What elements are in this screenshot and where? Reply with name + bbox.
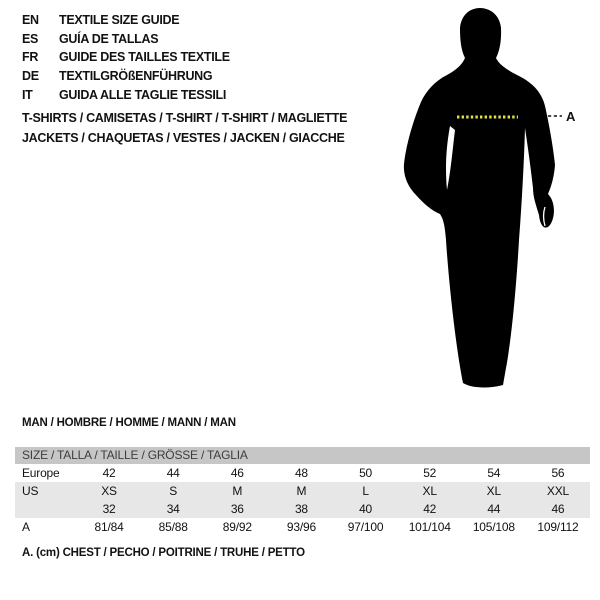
language-code: ES [22,31,39,46]
language-code: DE [22,69,39,84]
language-code: EN [22,13,39,28]
table-cell: 81/84 [94,520,124,534]
language-label: GUIDA ALLE TAGLIE TESSILI [59,87,227,102]
table-row [15,464,590,482]
table-cell: 32 [102,502,116,516]
table-row [15,500,590,518]
table-cell: 46 [551,502,565,516]
language-label: TEXTILE SIZE GUIDE [59,13,180,28]
table-cell: 89/92 [222,520,252,534]
table-cell: 56 [551,466,565,480]
table-cell: 42 [102,466,116,480]
table-cell: 52 [423,466,437,480]
table-cell: M [296,484,307,498]
table-cell: 109/112 [537,520,579,534]
category-title: T-SHIRTS / CAMISETAS / T-SHIRT / T-SHIRT / MAGLIETTE [22,111,348,125]
table-cell: 46 [230,466,244,480]
table-cell: XS [101,484,117,498]
table-row [15,518,590,536]
table-cell: M [232,484,243,498]
table-cell: 48 [294,466,308,480]
table-cell: L [362,484,369,498]
table-cell: 54 [487,466,501,480]
table-cell: 42 [423,502,437,516]
table-cell: 105/108 [472,520,515,534]
table-cell: 97/100 [347,520,384,534]
table-row [15,482,590,500]
table-cell: 85/88 [158,520,188,534]
table-cell: 36 [230,502,244,516]
language-label: GUIDE DES TAILLES TEXTILE [59,50,230,65]
size-table-rows [15,464,590,536]
language-code: IT [22,87,33,102]
section-title-man: MAN / HOMBRE / HOMME / MANN / MAN [22,417,236,429]
size-table [15,447,590,536]
row-label: US [22,484,39,498]
row-label: Europe [22,466,60,480]
measure-label-a: A [566,109,576,124]
table-cell: S [169,484,178,498]
table-cell: 50 [359,466,373,480]
language-label: GUÍA DE TALLAS [59,31,159,46]
table-cell: XL [422,484,437,498]
table-cell: 93/96 [286,520,316,534]
language-code: FR [22,50,39,65]
table-cell: 40 [359,502,373,516]
table-cell: 101/104 [408,520,451,534]
size-table-header: SIZE / TALLA / TAILLE / GRÖSSE / TAGLIA [15,447,590,464]
row-label: A [22,520,30,534]
footnote-chest: A. (cm) CHEST / PECHO / POITRINE / TRUHE / PETTO [22,547,305,559]
table-cell: 34 [166,502,180,516]
man-silhouette [404,8,555,387]
table-cell: XXL [546,484,569,498]
category-title: JACKETS / CHAQUETAS / VESTES / JACKEN / GIACCHE [22,130,345,145]
table-cell: 44 [166,466,180,480]
table-cell: 44 [487,502,501,516]
language-label: TEXTILGRÖßENFÜHRUNG [59,69,213,84]
table-cell: 38 [294,502,308,516]
table-cell: XL [486,484,501,498]
